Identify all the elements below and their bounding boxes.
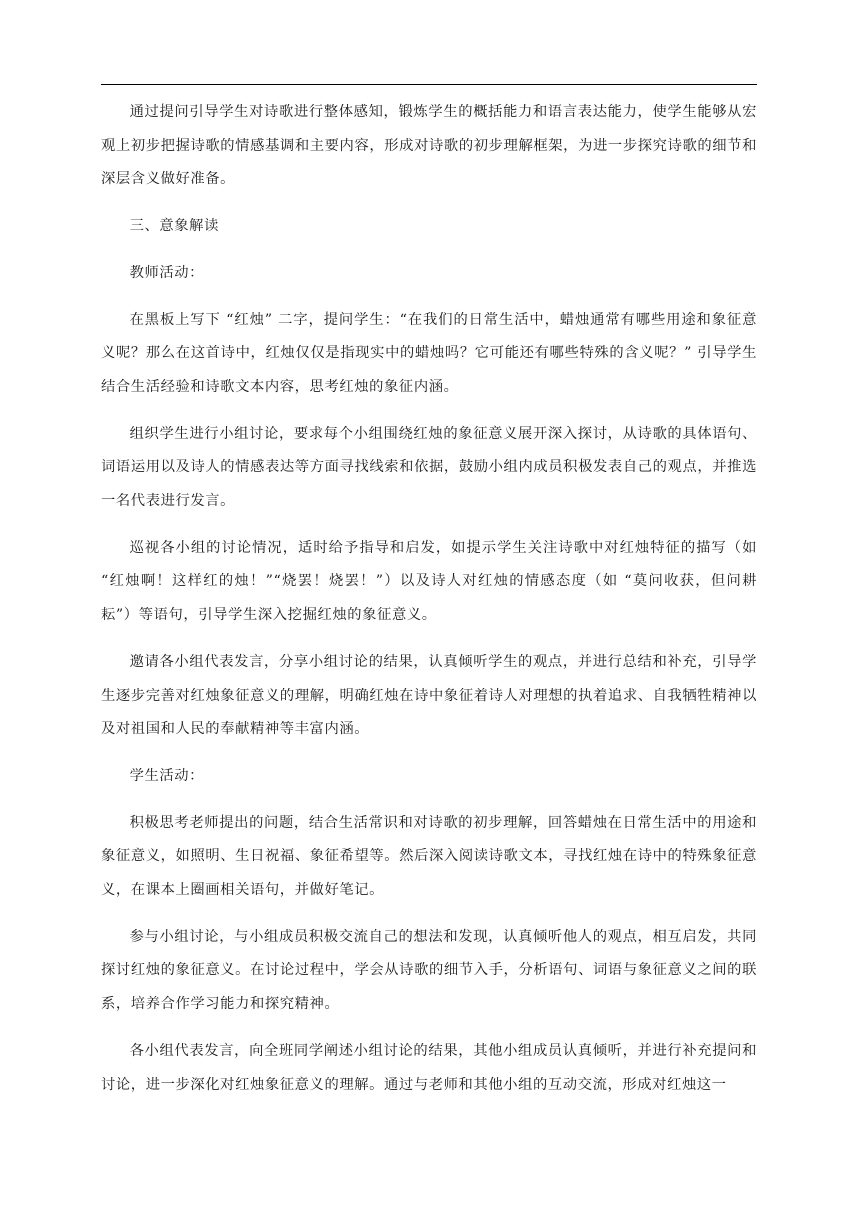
paragraph-teacher-question: 在黑板上写下 “红烛” 二字，提问学生：“在我们的日常生活中，蜡烛通常有哪些用途和象征意义呢？那么在这首诗中，红烛仅仅是指现实中的蜡烛吗？它可能还有哪些特殊的含义呢？” 引导学生结合生活经验和诗歌文本内容，思考红烛的象征内涵。 <box>101 311 757 395</box>
label-student-activity: 学生活动： <box>129 767 205 784</box>
paragraph-student-thinking: 积极思考老师提出的问题，结合生活常识和对诗歌的初步理解，回答蜡烛在日常生活中的用途和象征意义，如照明、生日祝福、象征希望等。然后深入阅读诗歌文本，寻找红烛在诗中的特殊象征意义，在课本上圈画相关语句，并做好笔记。 <box>101 814 757 899</box>
label-teacher-activity: 教师活动： <box>129 264 205 281</box>
section-heading-imagery: 三、意象解读 <box>129 218 219 235</box>
paragraph-group-discussion: 组织学生进行小组讨论，要求每个小组围绕红烛的象征意义展开深入探讨，从诗歌的具体语句、词语运用以及诗人的情感表达等方面寻找线索和依据，鼓励小组内成员积极发表自己的观点，并推选一名代表进行发言。 <box>101 425 757 510</box>
paragraph-student-presentation: 各小组代表发言，向全班同学阐述小组讨论的结果，其他小组成员认真倾听，并进行补充提问和讨论，进一步深化对红烛象征意义的理解。通过与老师和其他小组的互动交流，形成对红烛这一 <box>101 1042 757 1093</box>
paragraph-teacher-guidance: 巡视各小组的讨论情况，适时给予指导和启发，如提示学生关注诗歌中对红烛特征的描写（如 “红烛啊！这样红的烛！”“烧罢！烧罢！”）以及诗人对红烛的情感态度（如 “莫问收获，但问耕耘”）等语句，引导学生深入挖掘红烛的象征意义。 <box>101 539 757 624</box>
document-body <box>101 96 757 1115</box>
paragraph-student-discussion: 参与小组讨论，与小组成员积极交流自己的想法和发现，认真倾听他人的观点，相互启发，共同探讨红烛的象征意义。在讨论过程中，学会从诗歌的细节入手，分析语句、词语与象征意义之间的联系，培养合作学习能力和探究精神。 <box>101 928 757 1013</box>
paragraph-teacher-summary: 邀请各小组代表发言，分享小组讨论的结果，认真倾听学生的观点，并进行总结和补充，引导学生逐步完善对红烛象征意义的理解，明确红烛在诗中象征着诗人对理想的执着追求、自我牺牲精神以及对祖国和人民的奉献精神等丰富内涵。 <box>101 653 757 738</box>
header-rule <box>101 84 757 85</box>
paragraph-summary: 通过提问引导学生对诗歌进行整体感知，锻炼学生的概括能力和语言表达能力，使学生能够从宏观上初步把握诗歌的情感基调和主要内容，形成对诗歌的初步理解框架，为进一步探究诗歌的细节和深层含义做好准备。 <box>101 104 757 188</box>
